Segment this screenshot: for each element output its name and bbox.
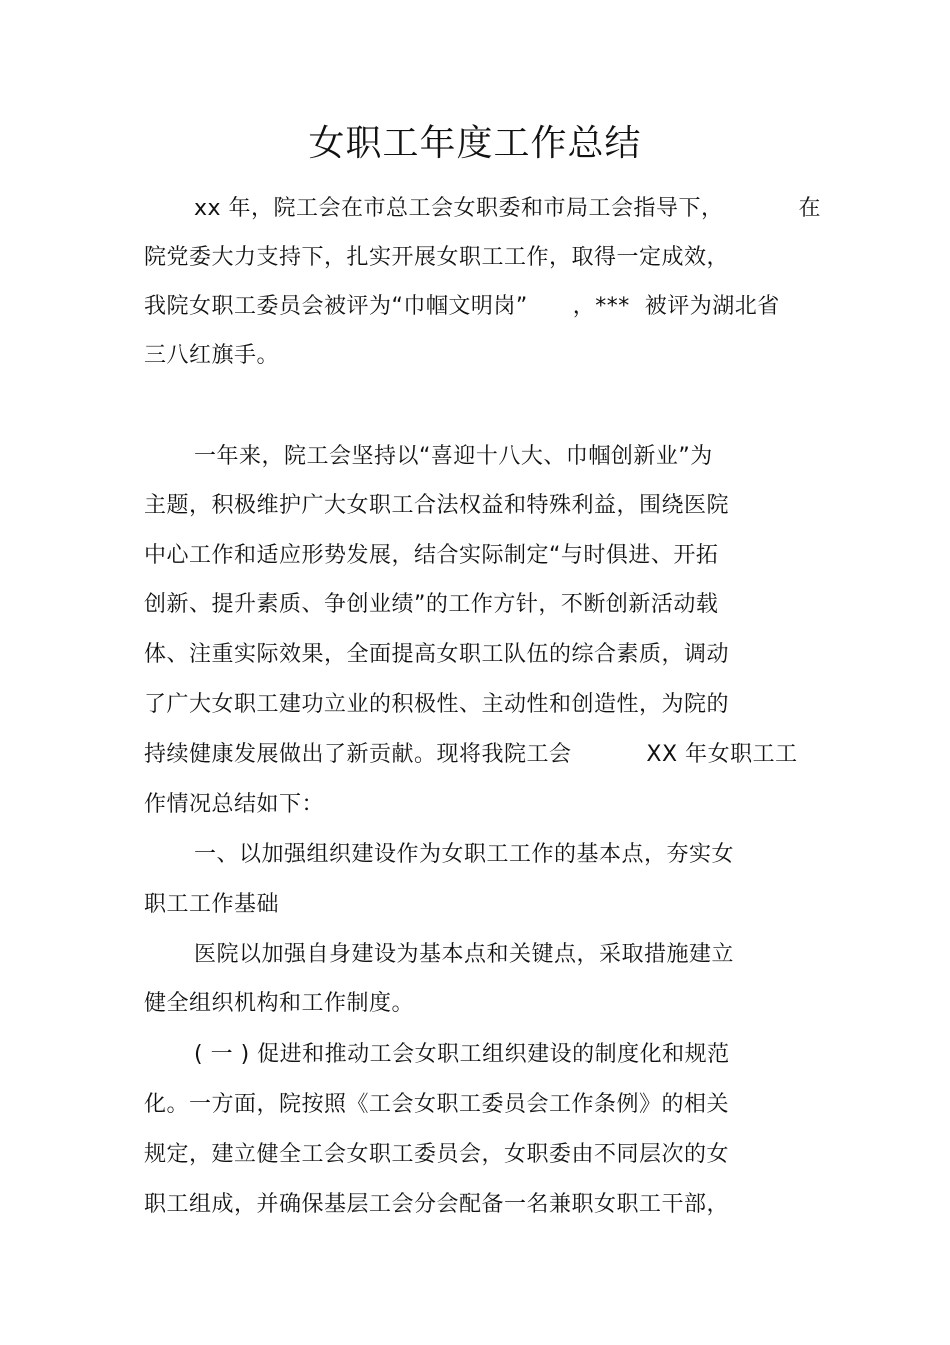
paragraph-line: 一年来，院工会坚持以“喜迎十八大、巾帼创新业”为 <box>194 444 713 469</box>
paragraph-line: 持续健康发展做出了新贡献。现将我院工会 XX 年女职工工 <box>144 742 798 767</box>
paragraph-line: 主题，积极维护广大女职工合法权益和特殊利益，围绕医院 <box>144 493 730 518</box>
paragraph-line: 中心工作和适应形势发展，结合实际制定“与时俱进、开拓 <box>144 543 719 568</box>
paragraph-line: 职工组成，并确保基层工会分会配备一名兼职女职工干部， <box>144 1192 730 1217</box>
paragraph-line: xx 年，院工会在市总工会女职委和市局工会指导下， 在 <box>194 196 821 221</box>
document-title: 女职工年度工作总结 <box>308 123 642 164</box>
paragraph-line: 体、注重实际效果，全面提高女职工队伍的综合素质，调动 <box>144 642 730 667</box>
paragraph-line: 创新、提升素质、争创业绩”的工作方针，不断创新活动载 <box>144 592 719 617</box>
paragraph-line: 院党委大力支持下，扎实开展女职工工作，取得一定成效， <box>144 245 730 270</box>
section-heading-line: 一、以加强组织建设作为女职工工作的基本点，夯实女 <box>194 842 735 867</box>
paragraph-line: 作情况总结如下： <box>144 792 325 817</box>
paragraph-line: 规定，建立健全工会女职工委员会，女职委由不同层次的女 <box>144 1142 730 1167</box>
paragraph-line: 化。一方面，院按照《工会女职工委员会工作条例》的相关 <box>144 1092 730 1117</box>
section-heading-line: 职工工作基础 <box>144 892 280 917</box>
paragraph-line: 三八红旗手。 <box>144 343 280 368</box>
paragraph-line: 了广大女职工建功立业的积极性、主动性和创造性，为院的 <box>144 692 730 717</box>
paragraph-line: 健全组织机构和工作制度。 <box>144 991 415 1016</box>
paragraph-line: ( 一 ) 促进和推动工会女职工组织建设的制度化和规范 <box>194 1042 730 1067</box>
paragraph-line: 我院女职工委员会被评为“巾帼文明岗” ，*** 被评为湖北省 <box>144 294 780 319</box>
paragraph-line: 医院以加强自身建设为基本点和关键点，采取措施建立 <box>194 942 735 967</box>
